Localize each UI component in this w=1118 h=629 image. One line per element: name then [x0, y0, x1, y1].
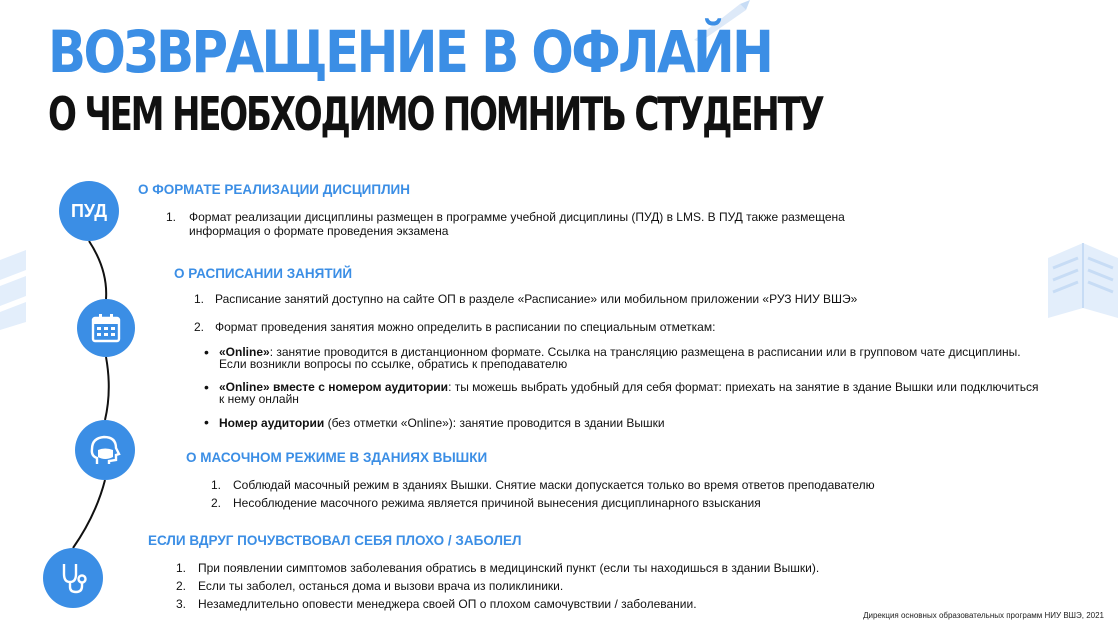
stethoscope-icon	[55, 560, 91, 596]
list-number: 2.	[194, 320, 205, 334]
list-item: Формат реализации дисциплины размещен в программе учебной дисциплины (ПУД) в LMS. В ПУД также размещена информация о формате проведения экзамена	[189, 210, 845, 238]
medical-node	[43, 548, 103, 608]
list-number: 2.	[211, 496, 222, 510]
list-number: 2.	[176, 579, 187, 593]
list-number: 1.	[176, 561, 187, 575]
section-heading-schedule: О РАСПИСАНИИ ЗАНЯТИЙ	[174, 266, 353, 281]
page-title: ВОЗВРАЩЕНИЕ В ОФЛАЙН	[48, 18, 772, 86]
footer-credit: Дирекция основных образовательных программ НИУ ВШЭ, 2021	[863, 611, 1104, 620]
pud-badge-label: ПУД	[70, 200, 108, 221]
bullet-marker: •	[204, 379, 209, 395]
list-number: 1.	[194, 292, 205, 306]
bullet-marker: •	[204, 344, 209, 360]
book-decoration-icon	[1038, 238, 1118, 323]
calendar-icon	[90, 312, 122, 344]
list-number: 1.	[166, 210, 177, 224]
mask-face-icon	[87, 432, 123, 468]
section-heading-sick: ЕСЛИ ВДРУГ ПОЧУВСТВОВАЛ СЕБЯ ПЛОХО / ЗАБОЛЕЛ	[148, 533, 522, 548]
list-item: При появлении симптомов заболевания обратись в медицинский пункт (если ты находишься в здании Вышки).	[198, 561, 820, 575]
pud-badge	[59, 181, 119, 241]
list-item: Соблюдай масочный режим в зданиях Вышки. Снятие маски допускается только во время ответов преподавателю	[233, 478, 875, 492]
bullet-item: «Online»: занятие проводится в дистанционном формате. Ссылка на трансляцию размещена в расписании или в групповом чате дисциплины. Если возникли вопросы по ссылке, обратись к преподавателю	[219, 345, 1021, 371]
list-item: Несоблюдение масочного режима является причиной вынесения дисциплинарного взыскания	[233, 496, 761, 510]
bullet-item: Номер аудитории (без отметки «Online»): занятие проводится в здании Вышки	[219, 416, 665, 430]
list-item: Незамедлительно оповести менеджера своей ОП о плохом самочувствии / заболевании.	[198, 597, 697, 611]
list-number: 3.	[176, 597, 187, 611]
page-subtitle: О ЧЕМ НЕОБХОДИМО ПОМНИТЬ СТУДЕНТУ	[48, 87, 823, 141]
list-number: 1.	[211, 478, 222, 492]
list-item: Формат проведения занятия можно определить в расписании по специальным отметкам:	[215, 320, 716, 334]
list-item: Если ты заболел, останься дома и вызови врача из поликлиники.	[198, 579, 564, 593]
section-heading-format: О ФОРМАТЕ РЕАЛИЗАЦИИ ДИСЦИПЛИН	[138, 182, 411, 197]
calendar-node	[77, 299, 135, 357]
section-heading-mask: О МАСОЧНОМ РЕЖИМЕ В ЗДАНИЯХ ВЫШКИ	[186, 450, 488, 465]
bullet-marker: •	[204, 414, 209, 430]
bullet-item: «Online» вместе с номером аудитории: ты можешь выбрать удобный для себя формат: приехать на занятие в здание Вышки или подключиться к нему онлайн	[219, 380, 1039, 406]
mask-node	[75, 420, 135, 480]
list-item: Расписание занятий доступно на сайте ОП в разделе «Расписание» или мобильном приложении «РУЗ НИУ ВШЭ»	[215, 292, 858, 306]
